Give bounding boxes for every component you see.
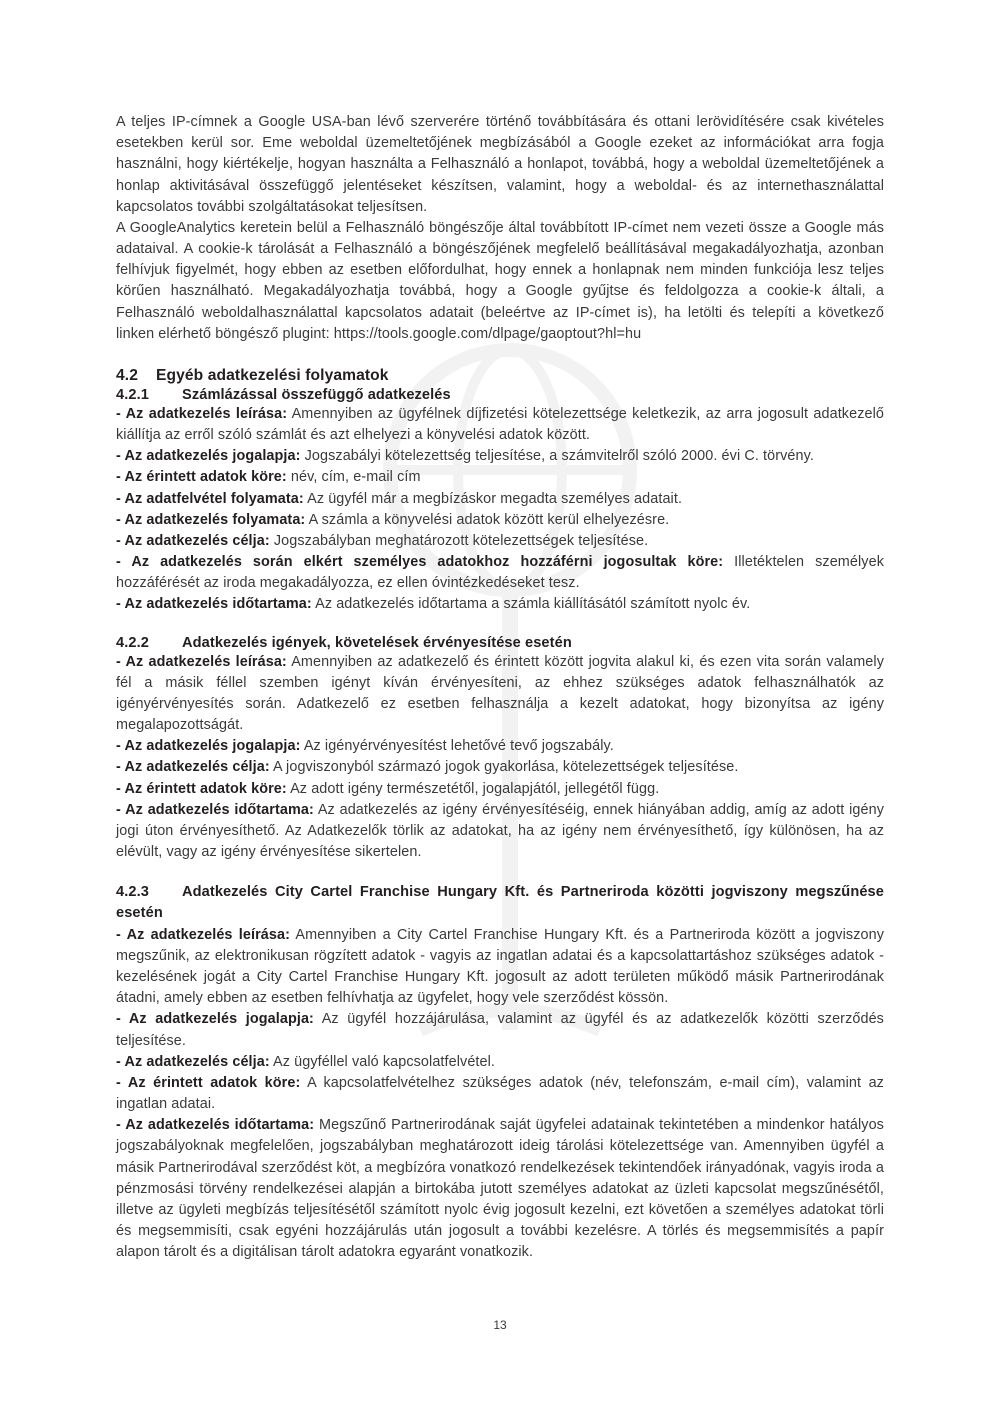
list-item — [116, 800, 884, 864]
item-label: - Az adatkezelés célja: — [116, 1053, 270, 1070]
item-text: név, cím, e-mail cím — [286, 469, 421, 486]
list-item — [116, 404, 884, 446]
item-label: - Az adatkezelés időtartama: — [116, 801, 314, 818]
list-item — [116, 510, 884, 531]
list-item — [116, 467, 884, 488]
heading-4-2-1-number: 4.2.1 — [116, 386, 149, 403]
document-body — [116, 112, 884, 1264]
item-label: - Az adatkezelés folyamata: — [116, 511, 306, 528]
item-label: - Az érintett adatok köre: — [116, 1074, 301, 1091]
heading-4-2-3-title: Adatkezelés City Cartel Franchise Hungary Kft. és Partneriroda közötti jogviszony megszűnése esetén — [116, 884, 884, 922]
item-text: Jogszabályi kötelezettség teljesítése, a számvitelről szóló 2000. évi C. törvény. — [300, 448, 814, 465]
item-label: - Az adatkezelés leírása: — [116, 405, 288, 422]
item-label: - Az adatkezelés időtartama: — [116, 596, 312, 613]
item-label: - Az érintett adatok köre: — [116, 469, 287, 486]
item-label: - Az adatkezelés leírása: — [116, 653, 287, 670]
list-item — [116, 1115, 884, 1263]
item-text: Az adatkezelés időtartama a számla kiállításától számított nyolc év. — [311, 596, 751, 613]
list-item — [116, 1052, 884, 1073]
list-item — [116, 552, 884, 594]
heading-4-2-2 — [116, 635, 884, 651]
list-item — [116, 594, 884, 615]
list-item — [116, 1073, 884, 1115]
spacer — [116, 863, 884, 880]
heading-4-2-3 — [116, 882, 884, 923]
item-label: - Az adatkezelés célja: — [116, 759, 270, 776]
list-item — [116, 1009, 884, 1051]
list-item — [116, 446, 884, 467]
item-text: Az ügyfél hozzájárulása, valamint az ügyfél és az adatkezelők közötti szerződés teljesítése. — [116, 1011, 884, 1049]
item-text: Amennyiben a City Cartel Franchise Hungary Kft. és a Partneriroda között a jogviszony megszűnik, az elektronikusan rögzített adatok - vagyis az ingatlan adatai és a kapcsolattartáshoz szükséges adatok - kezelésének jogát a City Cartel Franchise Hungary Kft. jogosult az adott területen működő másik Partnerirodának átadni, amely ebben az esetben felhívhatja az ügyfelet, hogy vele szerződést kössön. — [116, 926, 884, 1007]
list-item — [116, 736, 884, 757]
item-text: Az ügyféllel való kapcsolatfelvétel. — [269, 1053, 496, 1070]
list-item — [116, 779, 884, 800]
item-label: - Az adatkezelés során elkért személyes adatokhoz hozzáférni jogosultak köre: — [116, 554, 724, 571]
page-number: 13 — [493, 1318, 507, 1332]
heading-4-2-1-title: Számlázással összefüggő adatkezelés — [182, 386, 451, 403]
item-text: A kapcsolatfelvételhez szükséges adatok (név, telefonszám, e-mail cím), valamint az ingatlan adatai. — [116, 1074, 884, 1113]
heading-4-2-1 — [116, 387, 884, 403]
item-text: Az adott igény természetétől, jogalapjától, jellegétől függ. — [286, 780, 660, 797]
item-text: Amennyiben az adatkezelő és érintett között jogvita alakul ki, és ezen vita során valamely fél a másik féllel szemben igényt kíván érvényesíteni, az ehhez szükséges adatok felhasználhatók az igényérvényesítés során. Adatkezelő ez esetben felhasználja a kezelt adatokat, hogy bizonyítsa az igény megalapozottságát. — [116, 653, 884, 734]
item-text: Az adatkezelés az igény érvényesítéséig, ennek hiányában addig, amíg az adott igény jogi úton érvényesíthető. Az Adatkezelők törlik az adatokat, ha az igény nem érvényesíthető, így különösen, ha az elévült, vagy az igény érvényesítése sikertelen. — [116, 801, 884, 861]
paragraph-2: A GoogleAnalytics keretein belül a Felhasználó böngészője által továbbított IP-címet nem vezeti össze a Google más adataival. A cookie-k tárolását a Felhasználó a böngészőjének megfelelő beállításával megakadályozhatja, azonban felhívjuk figyelmét, hogy ebben az esetben előfordulhat, hogy ennek a honlapnak nem minden funkciója lesz teljes körűen használható. Megakadályozhatja továbbá, hogy a Google gyűjtse és feldolgozza a cookie-k általi, a Felhasználó weboldalhasználattal kapcsolatos adatait (beleértve az IP-címet is), ha letölti és telepíti a következő linken elérhető böngésző plugint: https://tools.google.com/dlpage/gaoptout?hl=hu — [116, 219, 884, 342]
item-label: - Az adatkezelés jogalapja: — [116, 738, 301, 755]
item-label: - Az adatkezelés leírása: — [116, 926, 290, 943]
item-text: Amennyiben az ügyfélnek díjfizetési kötelezettsége keletkezik, az arra jogosult adatkezelő kiállítja az erről szóló számlát és azt elhelyezi a könyvelési adatok között. — [116, 405, 884, 444]
item-text: Megszűnő Partnerirodának saját ügyfelei adatainak tekintetében a mindenkor hatályos jogszabályoknak megfelelően, jogszabályban meghatározott ideig tárolási kötelezettsége van. Amennyiben ügyfél a másik Partnerirodával szerződést köt, a megbízóra vonatkozó rendelkezések tekintendőek irányadónak, vagyis iroda a pénzmosási törvény rendelkezései alapján a birtokába jutott személyes adatokat az üzleti kapcsolat megszűnésétől, illetve az ügyleti megbízás teljesítésétől számított nyolc évig jogosult kezelni, ezt követően a személyes adatokat törli és megsemmisíti, csak egyéni hozzájárulás után jogosult a további kezelésre. A törlés és megsemmisítés a papír alapon tárolt és a digitálisan tárolt adatokra egyaránt vonatkozik. — [116, 1117, 884, 1261]
item-label: - Az adatfelvétel folyamata: — [116, 490, 304, 507]
list-item — [116, 489, 884, 510]
heading-4-2-2-number: 4.2.2 — [116, 634, 149, 651]
heading-4-2 — [116, 367, 884, 385]
item-text: Illetéktelen személyek hozzáférését az iroda megakadályozza, ez ellen óvintézkedéseket tesz. — [116, 554, 884, 592]
item-text: Az igényérvényesítést lehetővé tevő jogszabály. — [300, 738, 614, 755]
heading-4-2-number: 4.2 — [116, 366, 138, 384]
heading-4-2-2-title: Adatkezelés igények, követelések érvényesítése esetén — [182, 634, 572, 651]
item-text: A jogviszonyból származó jogok gyakorlása, kötelezettségek teljesítése. — [269, 759, 739, 776]
spacer — [116, 616, 884, 633]
item-label: - Az adatkezelés jogalapja: — [116, 1011, 314, 1028]
heading-4-2-title: Egyéb adatkezelési folyamatok — [156, 366, 389, 384]
item-text: A számla a könyvelési adatok között kerül elhelyezésre. — [305, 511, 670, 528]
item-label: - Az adatkezelés jogalapja: — [116, 448, 301, 465]
list-item — [116, 531, 884, 552]
item-label: - Az érintett adatok köre: — [116, 780, 287, 797]
paragraph-1: A teljes IP-címnek a Google USA-ban lévő szerverére történő továbbítására és ottani lerövidítésére csak kivételes esetekben kerül sor. Eme weboldal üzemeltetőjének megbízásából a Google ezeket az információkat arra fogja használni, hogy kiértékelje, hogyan használta a Felhasználó a honlapot, továbbá, hogy a weboldal üzemeltetőjének a honlap aktivitásával összefüggő jelentéseket készítsen, valamint, hogy a weboldal- és az internethasználattal kapcsolatos további szolgáltatásokat teljesítsen. — [116, 114, 884, 215]
list-item — [116, 925, 884, 1010]
item-text: Az ügyfél már a megbízáskor megadta személyes adatait. — [303, 490, 683, 507]
item-label: - Az adatkezelés időtartama: — [116, 1117, 315, 1134]
list-item — [116, 652, 884, 737]
heading-4-2-3-number: 4.2.3 — [116, 884, 149, 901]
item-label: - Az adatkezelés célja: — [116, 532, 270, 549]
list-item — [116, 757, 884, 778]
item-text: Jogszabályban meghatározott kötelezettségek teljesítése. — [269, 532, 649, 549]
